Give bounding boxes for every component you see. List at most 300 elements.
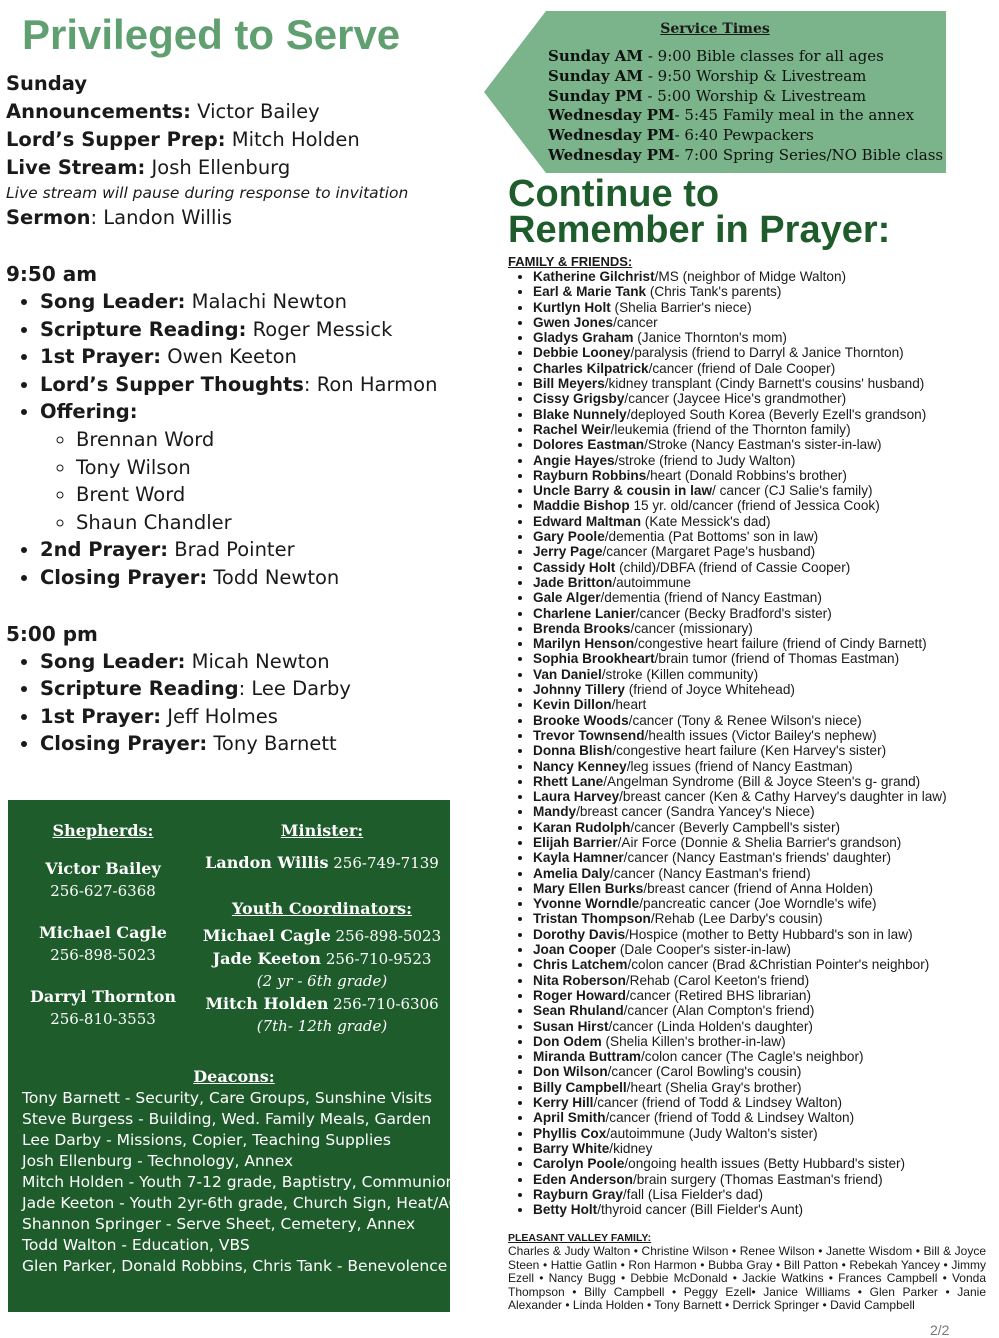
deacons-heading: Deacons: [193,1067,275,1086]
youth-list [202,924,442,1037]
prayer-detail: (child)/DBFA (friend of Cassie Cooper) [615,559,851,575]
shepherd-name: Michael Cagle [39,923,167,942]
prayer-name: Mandy [533,804,577,820]
am-duties-list [6,288,476,592]
duty-person: Mitch Holden [225,128,360,151]
prayer-name: Rayburn Robbins [533,467,647,483]
youth-phone: 256-710-9523 [321,950,432,968]
prayer-detail: / cancer (CJ Salie's family) [712,483,873,499]
duty-person: : Lee Darby [238,677,351,701]
duty-line [6,98,476,126]
prayer-detail: /cancer (Tony & Renee Wilson's niece) [628,712,862,728]
prayer-detail: (Dale Cooper's sister-in-law) [616,942,791,958]
prayer-name: Brenda Brooks [533,620,631,636]
service-times-box [484,11,946,173]
duty-item [40,564,476,592]
prayer-item [533,269,999,284]
prayer-detail: /fall (Lisa Fielder's dad) [622,1186,764,1202]
serve-section [6,10,476,758]
shepherds-heading: Shepherds: [52,821,154,840]
duty-item [40,675,476,703]
prayer-item [533,361,999,376]
prayer-detail: /cancer (friend of Todd & Lindsey Walton) [605,1110,855,1126]
service-time-line [548,146,943,166]
prayer-name: Cissy Grigsby [533,391,625,407]
service-time-line [548,47,943,67]
prayer-item [533,1187,999,1202]
duty-person: Jeff Holmes [161,704,278,728]
prayer-item [533,284,999,299]
offering-person: ◦ Tony Wilson [76,454,476,482]
prayer-name: Elijah Barrier [533,834,618,850]
prayer-item [533,866,999,881]
prayer-item [533,1110,999,1125]
duty-line [6,126,476,154]
prayer-item [533,345,999,360]
shepherd-list [22,858,184,1030]
prayer-detail: /cancer (Retired BHS librarian) [625,987,811,1003]
deacon-line: Steve Burgess - Building, Wed. Family Meals, Garden [22,1110,432,1128]
prayer-name: Angie Hayes [533,452,615,468]
pm-duties-list [6,648,476,758]
prayer-detail: /cancer (Linda Holden's daughter) [608,1018,813,1034]
duty-role: Offering: [40,400,138,424]
prayer-name: Dolores Eastman [533,437,645,453]
duty-role: 1st Prayer: [40,704,162,728]
prayer-detail: /cancer (Becky Bradford's sister) [635,605,832,621]
duty-item [40,536,476,564]
duty-person: Owen Keeton [161,345,297,369]
service-label: Sunday AM [548,47,644,65]
prayer-item [533,453,999,468]
prayer-name: Kurtlyn Holt [533,299,611,315]
prayer-detail: /leukemia (friend of the Thornton family) [610,421,851,437]
prayer-item [533,606,999,621]
prayer-detail: /breast cancer (Sandra Yancey's Niece) [576,804,815,820]
prayer-item [533,300,999,315]
prayer-name: Uncle Barry & cousin in law [533,483,713,499]
prayer-name: Eden Anderson [533,1171,633,1187]
prayer-item [533,621,999,636]
shepherd-phone: 256-810-3553 [50,1010,156,1028]
prayer-item [533,1126,999,1141]
prayer-detail: /Rehab (Carol Keeton's friend) [625,972,810,988]
prayer-detail: /stroke (Killen community) [601,666,759,682]
prayer-item [533,1172,999,1187]
youth-name: Jade Keeton [212,949,322,968]
prayer-name: Jerry Page [533,544,603,560]
youth-grade-note: (2 yr - 6th grade) [256,972,388,990]
youth-entry [202,992,442,1015]
youth-grade-note: (7th- 12th grade) [256,1017,388,1035]
leaders-box [8,800,460,1312]
duty-item [40,371,476,399]
prayer-name: Katherine Gilchrist [533,269,655,284]
prayer-detail: /congestive heart failure (Ken Harvey's sister) [612,743,887,759]
youth-name: Michael Cagle [202,926,331,945]
family-friends-heading: FAMILY & FRIENDS: [508,254,633,269]
prayer-name: Rachel Weir [533,421,611,437]
am-time-heading: 9:50 am [6,262,98,286]
prayer-name: Karan Rudolph [533,819,631,835]
prayer-name: Earl & Marie Tank [533,284,647,300]
prayer-detail: /cancer (Beverly Campbell's sister) [630,819,841,835]
prayer-name: Gwen Jones [533,314,614,330]
prayer-name: Blake Nunnely [533,406,627,422]
deacon-line: Glen Parker, Donald Robbins, Chris Tank - Benevolence [22,1257,448,1275]
youth-heading: Youth Coordinators: [231,899,413,918]
shepherd-phone: 256-627-6368 [50,882,156,900]
prayer-name: Edward Maltman [533,513,642,529]
prayer-name: Cassidy Holt [533,559,616,575]
prayer-detail: /colon cancer (The Cagle's neighbor) [641,1049,864,1065]
deacon-line: Josh Ellenburg - Technology, Annex [22,1152,294,1170]
prayer-name: Don Wilson [533,1064,608,1080]
live-stream-note: Live stream will pause during response to invitation [6,184,409,202]
prayer-item [533,713,999,728]
prayer-item [533,1141,999,1156]
service-times-list [548,47,943,166]
service-detail: - 9:00 Bible classes for all ages [643,47,884,65]
prayer-detail: (Shelia Killen's brother-in-law) [601,1033,786,1049]
prayer-item [533,1049,999,1064]
prayer-item [533,544,999,559]
prayer-name: Debbie Looney [533,345,631,361]
deacon-line: Tony Barnett - Security, Care Groups, Sunshine Visits [22,1089,432,1107]
prayer-detail: /thyroid cancer (Bill Fielder's Aunt) [597,1202,804,1218]
prayer-detail: /cancer (friend of Dale Cooper) [648,360,836,376]
prayer-name: Joan Cooper [533,942,617,958]
prayer-item [533,835,999,850]
minister-entry: Landon Willis 256-749-7139 [205,853,439,872]
prayer-item [533,957,999,972]
prayer-detail: /Hospice (mother to Betty Hubbard's son in law) [625,926,913,942]
offering-list [40,426,476,536]
prayer-detail: /kidney transplant (Cindy Barnett's cousins' husband) [604,376,925,392]
prayer-name: Johnny Tillery [533,682,625,698]
duty-person: Micah Newton [185,649,330,673]
offering-person: ◦ Brennan Word [76,426,476,454]
prayer-name: Charlene Lanier [533,605,636,621]
prayer-item [533,590,999,605]
duty-line [6,154,476,182]
prayer-detail: (friend of Joyce Whitehead) [624,682,795,698]
prayer-detail: /cancer (missionary) [630,620,753,636]
prayer-detail: /autoimmune (Judy Walton's sister) [606,1125,818,1141]
prayer-name: Yvonne Worndle [533,896,640,912]
prayer-item [533,483,999,498]
prayer-name: Mary Ellen Burks [533,880,644,896]
prayer-item [533,514,999,529]
prayer-detail: /cancer (Nancy Eastman's friends' daughter) [623,850,892,866]
deacon-line: Shannon Springer - Serve Sheet, Cemetery, Annex [22,1215,416,1233]
deacon-list [22,1088,460,1277]
prayer-name: Jade Britton [533,574,613,590]
prayer-item [533,560,999,575]
prayer-item [533,315,999,330]
prayer-item [533,575,999,590]
duty-item [40,703,476,731]
prayer-item [533,820,999,835]
duty-person: Tony Barnett [207,732,337,756]
deacon-line: Todd Walton - Education, VBS [22,1236,250,1254]
prayer-item [533,1202,999,1217]
duty-person: Roger Messick [246,317,393,341]
prayer-name: Kayla Hamner [533,850,624,866]
prayer-item [533,330,999,345]
shepherds-column [22,820,184,1030]
duty-role: Scripture Reading [40,677,239,701]
prayer-name: Gary Poole [533,529,605,545]
prayer-item [533,1003,999,1018]
service-detail: - 6:40 Pewpackers [674,126,814,145]
prayer-item [533,437,999,452]
prayer-detail: /Air Force (Donnie & Shelia Barrier's grandson) [617,834,902,850]
pm-time-heading: 5:00 pm [6,621,98,646]
duty-role: Lord’s Supper Prep: [6,128,226,151]
duty-role: Song Leader: [40,290,186,313]
sunday-label: Sunday [6,72,88,95]
sunday-duties [6,98,476,182]
duty-role: Song Leader: [40,649,186,673]
prayer-title: Continue to Remember in Prayer: [508,173,891,251]
prayer-name: Billy Campbell [533,1079,627,1095]
prayer-name: Amelia Daly [533,865,611,881]
service-label: Wednesday PM [548,145,675,164]
prayer-item [533,422,999,437]
prayer-name: Chris Latchem [533,957,628,973]
prayer-detail: /autoimmune [612,574,691,590]
duty-item [40,730,476,758]
shepherd-name: Darryl Thornton [29,987,176,1006]
service-label: Wednesday PM [548,106,675,125]
prayer-item [533,1019,999,1034]
prayer-item [533,529,999,544]
prayer-detail: (Kate Messick's dad) [641,513,771,529]
duty-item [40,648,476,676]
sermon-line: Sermon: Landon Willis [6,206,232,229]
prayer-detail: /cancer [613,314,658,330]
prayer-name: Bill Meyers [533,376,605,392]
prayer-detail: /deployed South Korea (Beverly Ezell's grandson) [626,406,927,422]
prayer-name: Carolyn Poole [533,1156,625,1172]
prayer-item [533,651,999,666]
shepherd-name: Victor Bailey [45,859,161,878]
prayer-detail: /breast cancer (friend of Anna Holden) [643,880,874,896]
deacons-section [22,1066,460,1277]
prayer-detail: /colon cancer (Brad &Christian Pointer's neighbor) [627,957,930,973]
prayer-name: Rhett Lane [533,773,604,789]
prayer-name: Brooke Woods [533,712,629,728]
prayer-item [533,376,999,391]
service-label: Sunday PM [548,86,643,105]
prayer-name: Sean Rhuland [533,1003,624,1019]
prayer-name: Marilyn Henson [533,636,635,652]
duty-item [40,288,476,316]
prayer-name: Kevin Dillon [533,697,612,713]
prayer-name: Gale Alger [533,590,601,606]
prayer-name: Phyllis Cox [533,1125,607,1141]
page-number: 2/2 [930,1322,950,1338]
prayer-name: Van Daniel [533,666,602,682]
duty-item [40,316,476,344]
prayer-name: Nita Roberson [533,972,626,988]
prayer-detail: /Rehab (Lee Darby's cousin) [650,911,823,927]
prayer-item [533,636,999,651]
prayer-detail: /health issues (Victor Bailey's nephew) [644,727,877,743]
prayer-detail: /cancer (Alan Compton's friend) [623,1003,815,1019]
prayer-detail: /Angelman Syndrome (Bill & Joyce Steen's g- grand) [603,773,921,789]
prayer-detail: /congestive heart failure (friend of Cindy Barnett) [634,636,927,652]
duty-item [40,398,476,536]
youth-entry [202,924,442,947]
prayer-name: Charles Kilpatrick [533,360,649,376]
prayer-name: Rayburn Gray [533,1186,623,1202]
service-time-line [548,126,943,146]
prayer-name: Gladys Graham [533,330,634,346]
prayer-detail: /heart (Shelia Gray's brother) [626,1079,802,1095]
prayer-detail: /breast cancer (Ken & Cathy Harvey's daughter in law) [619,789,947,805]
service-detail: - 5:45 Family meal in the annex [674,106,915,125]
service-detail: - 7:00 Spring Series/NO Bible class [674,145,944,164]
prayer-detail: /heart (Donald Robbins's brother) [646,467,847,483]
duty-person: Josh Ellenburg [145,156,291,179]
prayer-name: Roger Howard [533,987,626,1003]
youth-phone: 256-898-5023 [330,927,442,945]
prayer-name: Maddie Bishop [533,498,630,514]
prayer-item [533,1064,999,1079]
duty-person: Victor Bailey [190,100,320,123]
offering-person: ◦ Shaun Chandler [76,509,476,537]
duty-role: Announcements: [6,100,191,123]
shepherd-entry [22,858,184,902]
minister-heading: Minister: [280,821,364,840]
duty-person: Todd Newton [207,565,340,589]
duty-item [40,343,476,371]
prayer-item [533,911,999,926]
shepherd-entry [22,922,184,966]
prayer-detail: /cancer (Margaret Page's husband) [602,544,816,560]
service-label: Wednesday PM [548,126,675,145]
prayer-detail: /cancer (Nancy Eastman's friend) [610,865,811,881]
prayer-item [533,682,999,697]
duty-role: Closing Prayer: [40,732,208,756]
shepherd-phone: 256-898-5023 [50,946,156,964]
privileged-title: Privileged to Serve [22,11,401,58]
duty-role: Lord’s Supper Thoughts [40,372,304,396]
prayer-name: Dorothy Davis [533,926,626,942]
prayer-detail: /kidney [609,1140,653,1156]
prayer-detail: /cancer (Jaycee Hice's grandmother) [624,391,847,407]
prayer-detail: (Janice Thornton's mom) [633,330,787,346]
deacon-line: Jade Keeton - Youth 2yr-6th grade, Church Sign, Heat/AC [22,1194,460,1212]
service-detail: - 5:00 Worship & Livestream [642,86,867,105]
prayer-item [533,759,999,774]
prayer-item [533,1080,999,1095]
pleasant-valley-list: Charles & Judy Walton • Christine Wilson • Renee Wilson • Janette Wisdom • Bill & Joyce Steen • Hattie Gatlin • Ron Harmon • Bubba Gray • Bill Patton • Rebekah Yancey • Jimmy Ezell • Nancy Bugg • Debbie McDonald • Jackie Watkins • Frances Campbell • Vonda Thompson • Billy Campbell • Peggy Ezell• Janice Williams • Glen Parker • Janie Alexander • Linda Holden • Tony Barnett • Derrick Springer • David Campbell [508,1244,986,1312]
prayer-name: Susan Hirst [533,1018,609,1034]
prayer-detail: /pancreatic cancer (Joe Worndle's wife) [639,896,877,912]
prayer-detail: /ongoing health issues (Betty Hubbard's sister) [624,1156,906,1172]
youth-entry [202,947,442,970]
prayer-item [533,973,999,988]
duty-person: Malachi Newton [185,290,347,313]
prayer-name: Sophia Brookheart [533,651,655,667]
deacon-line: Lee Darby - Missions, Copier, Teaching Supplies [22,1131,391,1149]
prayer-item [533,1156,999,1171]
prayer-item [533,498,999,513]
service-times-title: Service Times [660,21,770,37]
prayer-name: Tristan Thompson [533,911,651,927]
prayer-name: Donna Blish [533,743,613,759]
duty-role: Live Stream: [6,156,146,179]
service-time-line [548,106,943,126]
prayer-detail: /paralysis (friend to Darryl & Janice Thornton) [630,345,904,361]
prayer-detail: /leg issues (friend of Nancy Eastman) [626,758,853,774]
prayer-item [533,697,999,712]
prayer-detail: /brain surgery (Thomas Eastman's friend) [632,1171,883,1187]
duty-role: Scripture Reading: [40,317,247,341]
minister-column [202,820,442,1037]
duty-role: Closing Prayer: [40,565,208,589]
pleasant-valley-heading: PLEASANT VALLEY FAMILY: [508,1232,652,1244]
prayer-item [533,667,999,682]
prayer-name: Betty Holt [533,1202,598,1218]
prayer-name: April Smith [533,1110,606,1126]
prayer-item [533,942,999,957]
prayer-detail: 15 yr. old/cancer (friend of Jessica Cook) [629,498,880,514]
duty-person: : Ron Harmon [303,372,438,396]
prayer-detail: /heart [611,697,647,713]
prayer-item [533,1095,999,1110]
offering-person: ◦ Brent Word [76,481,476,509]
prayer-detail: /stroke (friend to Judy Walton) [614,452,796,468]
duty-person: Brad Pointer [168,538,295,562]
youth-phone: 256-710-6306 [328,995,439,1013]
youth-name: Mitch Holden [205,994,329,1013]
prayer-item [533,391,999,406]
prayer-item [533,1034,999,1049]
service-label: Sunday AM [548,66,644,85]
prayer-item [533,881,999,896]
prayer-item [533,988,999,1003]
prayer-item [533,850,999,865]
prayer-detail: (Chris Tank's parents) [646,284,782,300]
shepherd-entry [22,986,184,1030]
service-detail: - 9:50 Worship & Livestream [643,66,867,85]
prayer-item [533,728,999,743]
service-time-line [548,67,943,87]
prayer-detail: /MS (neighbor of Midge Walton) [654,269,847,284]
prayer-item [533,774,999,789]
prayer-detail: /cancer (friend of Todd & Lindsey Walton) [593,1095,843,1111]
prayer-name: Nancy Kenney [533,758,627,774]
prayer-list [508,269,999,1217]
prayer-item [533,896,999,911]
prayer-name: Miranda Buttram [533,1049,642,1065]
prayer-detail: /Stroke (Nancy Eastman's sister-in-law) [644,437,882,453]
prayer-name: Trevor Townsend [533,727,645,743]
prayer-item [533,743,999,758]
prayer-name: Kerry Hill [533,1095,594,1111]
prayer-item [533,468,999,483]
deacon-line: Mitch Holden - Youth 7-12 grade, Baptistry, Communion [22,1173,456,1191]
prayer-detail: /cancer (Carol Bowling's cousin) [607,1064,802,1080]
prayer-detail: /dementia (friend of Nancy Eastman) [600,590,822,606]
duty-role: 1st Prayer: [40,345,162,369]
duty-role: 2nd Prayer: [40,538,169,562]
prayer-detail: (Shelia Barrier's niece) [610,299,752,315]
